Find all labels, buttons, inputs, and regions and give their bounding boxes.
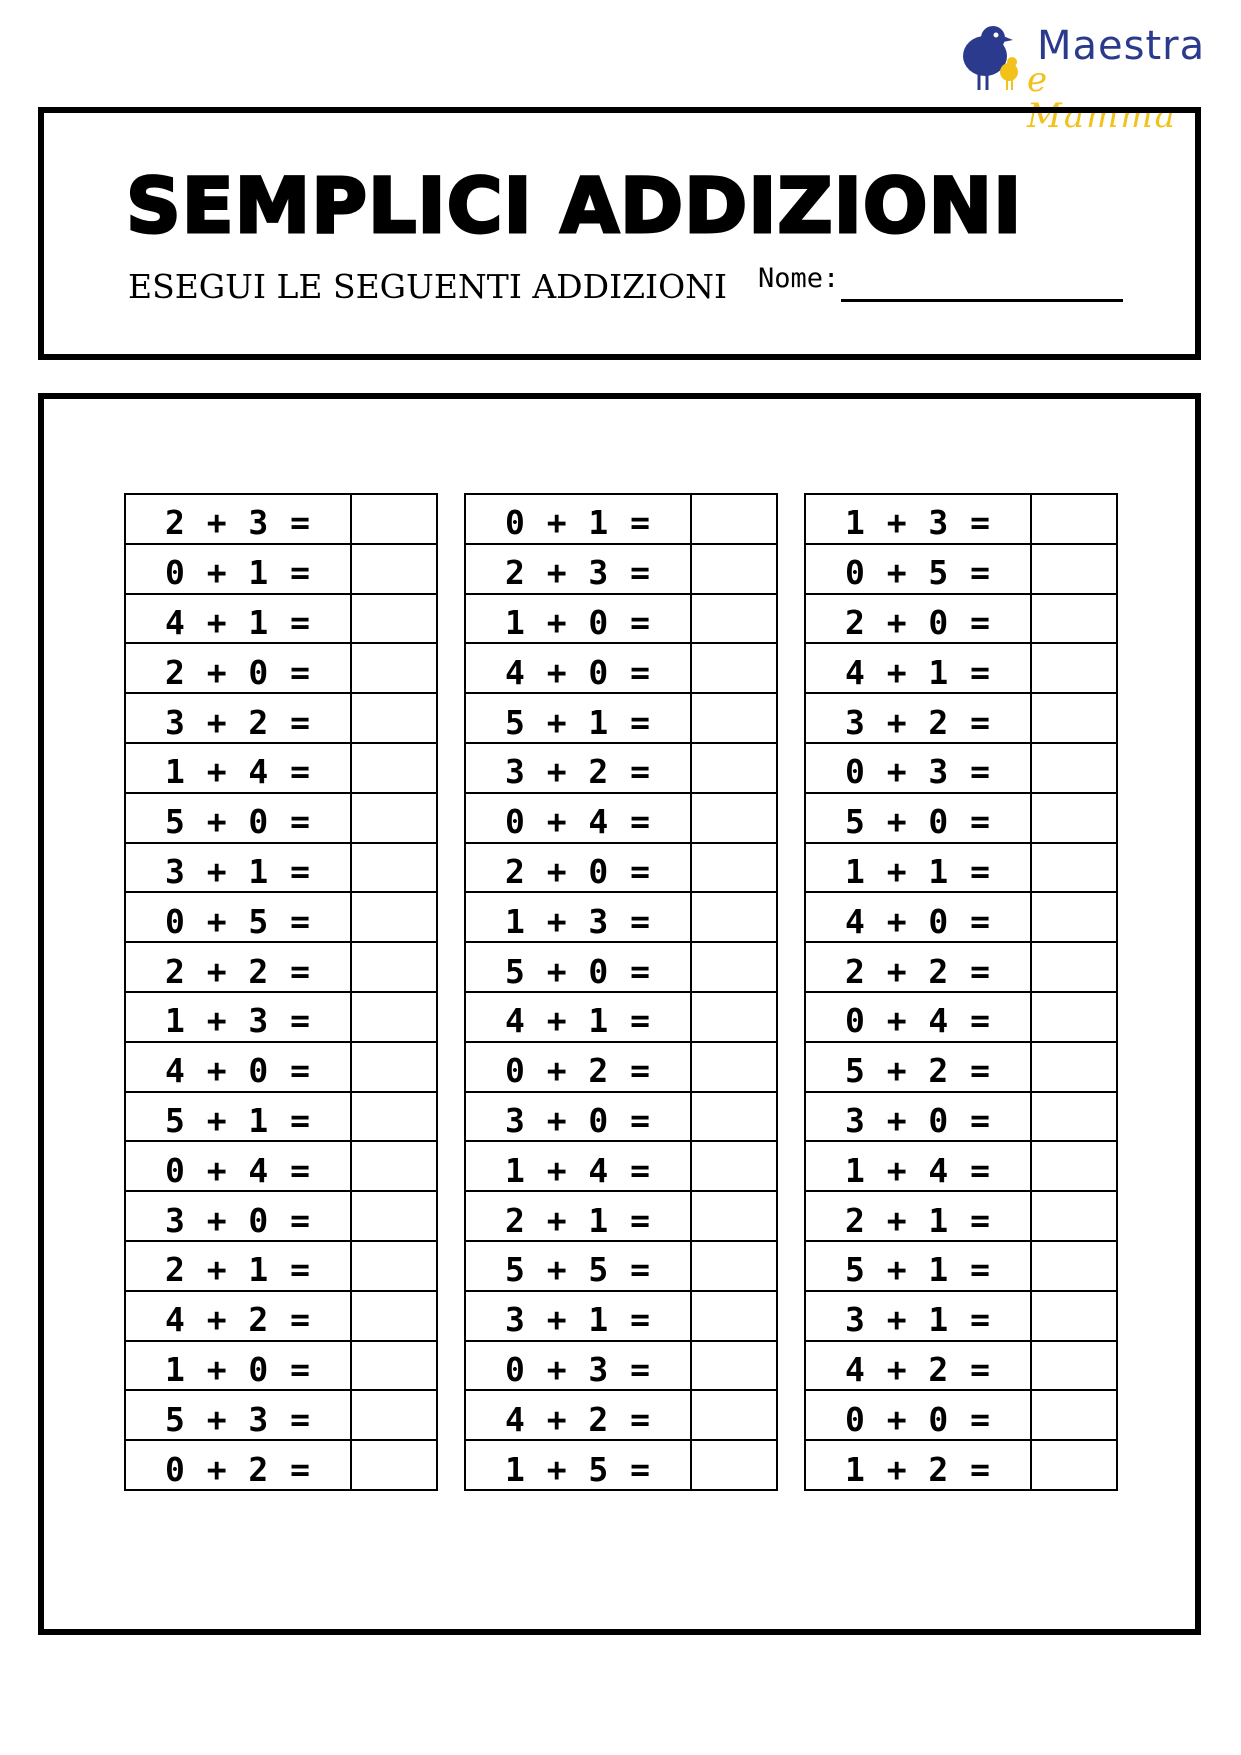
answer-cell[interactable] [351, 1042, 437, 1092]
exercise-row [125, 1241, 437, 1291]
answer-cell[interactable] [691, 693, 777, 743]
exercise-expression: 3 + 2 = [465, 743, 691, 793]
header-box [38, 107, 1201, 360]
exercise-row [125, 1191, 437, 1241]
answer-cell[interactable] [691, 843, 777, 893]
answer-cell[interactable] [1031, 1141, 1117, 1191]
exercise-expression: 5 + 5 = [465, 1241, 691, 1291]
answer-cell[interactable] [351, 693, 437, 743]
exercise-expression: 5 + 1 = [465, 693, 691, 743]
exercise-expression: 3 + 2 = [125, 693, 351, 743]
exercise-expression: 1 + 4 = [805, 1141, 1031, 1191]
answer-cell[interactable] [691, 1291, 777, 1341]
answer-cell[interactable] [351, 594, 437, 644]
exercise-expression: 0 + 4 = [805, 992, 1031, 1042]
exercise-row [465, 594, 777, 644]
exercise-row [465, 643, 777, 693]
exercise-expression: 2 + 1 = [125, 1241, 351, 1291]
answer-cell[interactable] [1031, 1092, 1117, 1142]
answer-cell[interactable] [691, 992, 777, 1042]
answer-cell[interactable] [351, 1191, 437, 1241]
answer-cell[interactable] [351, 643, 437, 693]
exercise-row [125, 494, 437, 544]
exercise-expression: 0 + 2 = [465, 1042, 691, 1092]
exercise-row [805, 1440, 1117, 1490]
page-title: SEMPLICI ADDIZIONI [126, 161, 1023, 250]
exercise-row [805, 594, 1117, 644]
exercise-expression: 2 + 0 = [465, 843, 691, 893]
exercise-expression: 1 + 0 = [465, 594, 691, 644]
bird-icon [955, 20, 1035, 95]
exercise-expression: 4 + 0 = [805, 892, 1031, 942]
name-label: Nome: [758, 263, 840, 294]
answer-cell[interactable] [691, 494, 777, 544]
exercise-row [805, 1141, 1117, 1191]
exercise-expression: 1 + 4 = [125, 743, 351, 793]
exercise-expression: 3 + 0 = [125, 1191, 351, 1241]
exercise-row [125, 1440, 437, 1490]
exercise-expression: 2 + 1 = [805, 1191, 1031, 1241]
exercise-row [805, 1390, 1117, 1440]
exercise-expression: 4 + 2 = [125, 1291, 351, 1341]
exercise-expression: 5 + 3 = [125, 1390, 351, 1440]
answer-cell[interactable] [351, 544, 437, 594]
exercise-row [465, 1191, 777, 1241]
exercise-expression: 3 + 1 = [805, 1291, 1031, 1341]
exercise-expression: 4 + 0 = [125, 1042, 351, 1092]
exercise-row [465, 843, 777, 893]
exercise-row [805, 1191, 1117, 1241]
exercise-expression: 0 + 2 = [125, 1440, 351, 1490]
exercise-row [465, 892, 777, 942]
exercise-row [805, 743, 1117, 793]
answer-cell[interactable] [691, 1092, 777, 1142]
exercise-expression: 5 + 1 = [125, 1092, 351, 1142]
exercise-row [125, 1341, 437, 1391]
exercise-row [125, 992, 437, 1042]
answer-cell[interactable] [691, 544, 777, 594]
answer-cell[interactable] [1031, 843, 1117, 893]
answer-cell[interactable] [351, 793, 437, 843]
answer-cell[interactable] [1031, 1042, 1117, 1092]
exercise-expression: 4 + 1 = [465, 992, 691, 1042]
answer-cell[interactable] [1031, 1440, 1117, 1490]
exercise-expression: 3 + 1 = [465, 1291, 691, 1341]
answer-cell[interactable] [1031, 1390, 1117, 1440]
answer-cell[interactable] [691, 1042, 777, 1092]
exercise-expression: 2 + 3 = [125, 494, 351, 544]
exercise-table-3 [804, 493, 1118, 1491]
answer-cell[interactable] [351, 1291, 437, 1341]
answer-cell[interactable] [691, 643, 777, 693]
exercise-expression: 3 + 0 = [465, 1092, 691, 1142]
logo-wordmark: Maestra [1037, 23, 1206, 69]
exercise-row [125, 594, 437, 644]
exercise-row [465, 1042, 777, 1092]
answer-cell[interactable] [351, 1390, 437, 1440]
answer-cell[interactable] [1031, 743, 1117, 793]
exercise-row [805, 1291, 1117, 1341]
exercise-table-1 [124, 493, 438, 1491]
exercise-row [465, 693, 777, 743]
exercise-row [465, 1241, 777, 1291]
answer-cell[interactable] [691, 1191, 777, 1241]
answer-cell[interactable] [1031, 942, 1117, 992]
answer-cell[interactable] [1031, 693, 1117, 743]
answer-cell[interactable] [351, 743, 437, 793]
answer-cell[interactable] [1031, 494, 1117, 544]
answer-cell[interactable] [691, 892, 777, 942]
exercise-expression: 0 + 3 = [465, 1341, 691, 1391]
exercise-expression: 4 + 2 = [805, 1341, 1031, 1391]
exercise-expression: 5 + 0 = [125, 793, 351, 843]
exercise-row [465, 743, 777, 793]
answer-cell[interactable] [1031, 992, 1117, 1042]
answer-cell[interactable] [691, 1341, 777, 1391]
exercise-expression: 4 + 0 = [465, 643, 691, 693]
exercise-row [805, 494, 1117, 544]
answer-cell[interactable] [351, 1440, 437, 1490]
answer-cell[interactable] [691, 1241, 777, 1291]
answer-cell[interactable] [351, 942, 437, 992]
answer-cell[interactable] [691, 1141, 777, 1191]
answer-cell[interactable] [691, 1390, 777, 1440]
instructions: ESEGUI LE SEGUENTI ADDIZIONI [128, 267, 728, 306]
answer-cell[interactable] [691, 594, 777, 644]
exercise-row [465, 1092, 777, 1142]
exercise-row [125, 743, 437, 793]
exercise-expression: 0 + 4 = [465, 793, 691, 843]
answer-cell[interactable] [691, 793, 777, 843]
exercise-row [125, 643, 437, 693]
exercise-expression: 4 + 2 = [465, 1390, 691, 1440]
exercise-row [805, 693, 1117, 743]
exercise-expression: 5 + 2 = [805, 1042, 1031, 1092]
brand-logo [955, 20, 1206, 136]
answer-cell[interactable] [351, 992, 437, 1042]
exercise-row [465, 1141, 777, 1191]
answer-cell[interactable] [1031, 793, 1117, 843]
exercise-row [805, 1341, 1117, 1391]
exercise-row [805, 942, 1117, 992]
exercise-row [805, 544, 1117, 594]
exercise-row [465, 942, 777, 992]
exercise-row [125, 1092, 437, 1142]
exercise-expression: 1 + 1 = [805, 843, 1031, 893]
answer-cell[interactable] [1031, 643, 1117, 693]
exercise-expression: 2 + 2 = [805, 942, 1031, 992]
exercise-expression: 5 + 0 = [805, 793, 1031, 843]
exercise-expression: 0 + 0 = [805, 1390, 1031, 1440]
exercise-expression: 1 + 3 = [125, 992, 351, 1042]
exercise-row [805, 843, 1117, 893]
answer-cell[interactable] [1031, 1291, 1117, 1341]
exercise-row [125, 1291, 437, 1341]
exercise-row [805, 1042, 1117, 1092]
exercise-row [125, 1042, 437, 1092]
exercise-expression: 5 + 1 = [805, 1241, 1031, 1291]
exercise-expression: 1 + 3 = [805, 494, 1031, 544]
exercise-expression: 1 + 5 = [465, 1440, 691, 1490]
exercise-row [465, 1390, 777, 1440]
exercise-expression: 1 + 3 = [465, 892, 691, 942]
exercise-row [125, 544, 437, 594]
exercise-expression: 2 + 2 = [125, 942, 351, 992]
exercise-expression: 3 + 1 = [125, 843, 351, 893]
answer-cell[interactable] [1031, 892, 1117, 942]
answer-cell[interactable] [1031, 1341, 1117, 1391]
answer-cell[interactable] [1031, 544, 1117, 594]
exercise-row [125, 693, 437, 743]
exercise-expression: 0 + 5 = [805, 544, 1031, 594]
answer-cell[interactable] [691, 942, 777, 992]
exercise-expression: 3 + 2 = [805, 693, 1031, 743]
answer-cell[interactable] [1031, 1191, 1117, 1241]
exercise-row [805, 643, 1117, 693]
name-field-line[interactable] [841, 299, 1123, 302]
exercise-row [465, 1440, 777, 1490]
exercise-row [805, 992, 1117, 1042]
exercise-row [465, 793, 777, 843]
answer-cell[interactable] [691, 1440, 777, 1490]
exercise-row [805, 793, 1117, 843]
exercise-expression: 4 + 1 = [805, 643, 1031, 693]
exercise-expression: 0 + 1 = [465, 494, 691, 544]
exercise-row [465, 544, 777, 594]
answer-cell[interactable] [351, 1241, 437, 1291]
exercise-expression: 0 + 3 = [805, 743, 1031, 793]
exercise-row [125, 1141, 437, 1191]
exercise-expression: 1 + 2 = [805, 1440, 1031, 1490]
exercise-row [465, 494, 777, 544]
exercise-row [125, 1390, 437, 1440]
exercise-row [465, 1341, 777, 1391]
exercise-row [805, 892, 1117, 942]
exercise-row [465, 1291, 777, 1341]
exercise-expression: 0 + 1 = [125, 544, 351, 594]
exercise-table-2 [464, 493, 778, 1491]
exercise-row [125, 892, 437, 942]
answer-cell[interactable] [1031, 1241, 1117, 1291]
exercise-expression: 2 + 3 = [465, 544, 691, 594]
exercise-row [125, 843, 437, 893]
exercise-expression: 0 + 4 = [125, 1141, 351, 1191]
answer-cell[interactable] [351, 892, 437, 942]
exercise-expression: 2 + 1 = [465, 1191, 691, 1241]
exercise-row [125, 942, 437, 992]
exercise-expression: 1 + 0 = [125, 1341, 351, 1391]
exercise-expression: 5 + 0 = [465, 942, 691, 992]
exercise-expression: 0 + 5 = [125, 892, 351, 942]
exercise-row [805, 1092, 1117, 1142]
exercise-row [465, 992, 777, 1042]
exercise-row [805, 1241, 1117, 1291]
answer-cell[interactable] [351, 494, 437, 544]
answer-cell[interactable] [351, 1341, 437, 1391]
exercise-expression: 1 + 4 = [465, 1141, 691, 1191]
exercise-row [125, 793, 437, 843]
exercise-expression: 2 + 0 = [805, 594, 1031, 644]
answer-cell[interactable] [351, 843, 437, 893]
answer-cell[interactable] [691, 743, 777, 793]
answer-cell[interactable] [351, 1092, 437, 1142]
exercise-expression: 4 + 1 = [125, 594, 351, 644]
answer-cell[interactable] [1031, 594, 1117, 644]
logo-subtitle: e Mamma [1027, 60, 1177, 136]
answer-cell[interactable] [351, 1141, 437, 1191]
exercise-expression: 2 + 0 = [125, 643, 351, 693]
exercise-expression: 3 + 0 = [805, 1092, 1031, 1142]
